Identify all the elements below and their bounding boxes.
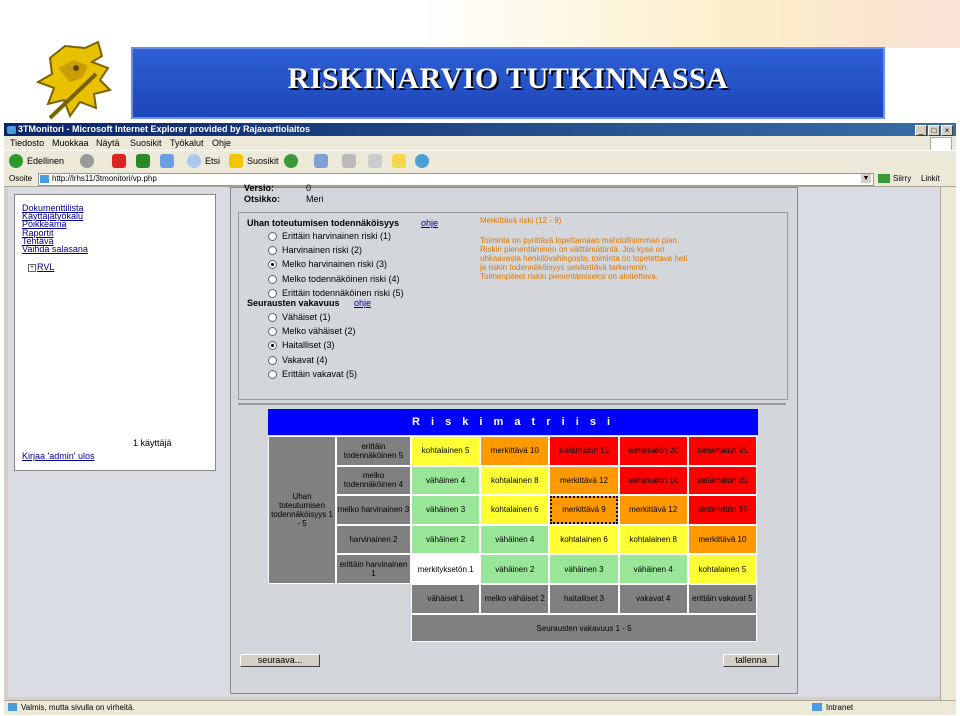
matrix-col-axis-label: Seurausten vakavuus 1 - 5: [411, 614, 757, 642]
history-icon[interactable]: [284, 154, 298, 168]
severity-heading: Seurausten vakavuus: [247, 298, 340, 308]
severity-radio[interactable]: [268, 313, 277, 322]
matrix-cell: sietämätön 16: [619, 466, 688, 496]
lion-emblem-logo: [30, 38, 120, 124]
address-dropdown-icon[interactable]: ▼: [862, 175, 870, 182]
nav-link-task[interactable]: Tehtävä: [22, 236, 54, 246]
matrix-row-label: erittäin harvinainen 1: [336, 554, 411, 584]
subject-label: Otsikko:: [244, 194, 281, 204]
go-button-label[interactable]: Siirry: [893, 174, 912, 183]
severity-radio[interactable]: [268, 370, 277, 379]
matrix-row-label: erittäin todennäköinen 5: [336, 436, 411, 466]
tree-expand-icon[interactable]: +: [28, 264, 36, 272]
matrix-row-label: melko harvinainen 3: [336, 495, 411, 525]
matrix-cell: kohtalainen 5: [411, 436, 480, 466]
address-url[interactable]: http://lrhs11/3tmonitori/vp.php: [52, 174, 157, 183]
matrix-cell: sietämätön 15: [688, 495, 757, 525]
severity-option-label: Vähäiset (1): [282, 312, 331, 322]
ie-icon: [7, 126, 16, 134]
matrix-cell: vähäinen 2: [411, 525, 480, 555]
intranet-zone-icon: [812, 703, 822, 711]
risk-description-line: Toimenpiteet riskin pienentämiseksi on aloitettava.: [480, 272, 658, 281]
likelihood-help-link[interactable]: ohje: [421, 218, 439, 228]
likelihood-radio[interactable]: [268, 232, 277, 241]
messenger-icon[interactable]: [415, 154, 429, 168]
nav-link-documents[interactable]: Dokumenttilista: [22, 203, 84, 213]
matrix-cell: vähäinen 4: [480, 525, 549, 555]
discuss-icon[interactable]: [392, 154, 406, 168]
mail-icon[interactable]: [314, 154, 328, 168]
likelihood-radio[interactable]: [268, 289, 277, 298]
matrix-col-label: melko vähäiset 2: [480, 584, 549, 614]
decorative-banner: [420, 0, 960, 48]
matrix-col-label: erittäin vakavat 5: [688, 584, 757, 614]
matrix-cell: merkityksetön 1: [411, 554, 480, 584]
risk-level-title: Merkittävä riski (12 - 9): [480, 216, 562, 225]
search-icon[interactable]: [187, 154, 201, 168]
matrix-row-label: harvinainen 2: [336, 525, 411, 555]
severity-help-link[interactable]: ohje: [354, 298, 372, 308]
severity-option-label: Melko vähäiset (2): [282, 326, 356, 337]
menu-edit[interactable]: Muokkaa: [52, 138, 89, 148]
risk-description-line: uhkaavasta henkilövahingosta, toiminta on lopetettava heti: [480, 254, 688, 263]
menu-favorites[interactable]: Suosikit: [130, 138, 162, 148]
minimize-button[interactable]: _: [915, 125, 927, 136]
version-value: 0: [306, 183, 312, 193]
matrix-cell: merkittävä 12: [619, 495, 688, 525]
edit-icon[interactable]: [368, 154, 382, 168]
matrix-col-label: vakavat 4: [619, 584, 688, 614]
risk-description-line: ja riskin todennäköisyys selvitettävä tarkemmin.: [480, 263, 649, 272]
next-button[interactable]: seuraava...: [240, 654, 320, 667]
logout-link[interactable]: Kirjaa 'admin' ulos: [22, 451, 95, 461]
likelihood-option-label: Erittäin harvinainen riski (1): [282, 231, 392, 241]
slide-title: RISKINARVIO TUTKINNASSA: [287, 62, 729, 95]
zone-label: Intranet: [826, 703, 854, 712]
nav-link-user-tools[interactable]: Käyttäjätyökalu: [22, 211, 84, 221]
address-input[interactable]: [38, 173, 874, 186]
page-icon: [40, 175, 49, 183]
matrix-cell: kohtalainen 6: [549, 525, 618, 555]
matrix-cell: kohtalainen 8: [619, 525, 688, 555]
matrix-row-axis-label: Uhan toteutumisen todennäköisyys 1 - 5: [268, 436, 336, 584]
windows-logo-icon: [930, 137, 952, 151]
risk-description-line: Riskin pienentäminen on välttämätöntä. Jos kyse on: [480, 245, 665, 254]
severity-option-label: Vakavat (4): [282, 354, 328, 365]
matrix-cell: vähäinen 3: [411, 495, 480, 525]
matrix-cell: sietämätön 25: [688, 436, 757, 466]
matrix-cell: kohtalainen 8: [480, 466, 549, 496]
matrix-cell: vähäinen 2: [480, 554, 549, 584]
matrix-cell: merkittävä 10: [688, 525, 757, 555]
back-arrow-icon[interactable]: [9, 154, 23, 168]
stop-icon[interactable]: [112, 154, 126, 168]
likelihood-option-label: Erittäin todennäköinen riski (5): [282, 287, 404, 298]
refresh-icon[interactable]: [136, 154, 150, 168]
menu-tools[interactable]: Työkalut: [170, 138, 204, 148]
matrix-cell: merkittävä 9: [549, 495, 618, 525]
subject-value: Meri: [306, 194, 324, 204]
matrix-cell: vähäinen 3: [549, 554, 618, 584]
window-title: 3TMonitori - Microsoft Internet Explorer provided by Rajavartiolaitos: [18, 124, 311, 134]
matrix-cell: sietämätön 20: [619, 436, 688, 466]
severity-radio[interactable]: [268, 356, 277, 365]
save-button[interactable]: tallenna: [723, 654, 779, 667]
maximize-button[interactable]: □: [928, 125, 940, 136]
matrix-cell: kohtalainen 6: [480, 495, 549, 525]
forward-arrow-icon[interactable]: [80, 154, 94, 168]
favorites-star-icon[interactable]: [229, 154, 243, 168]
matrix-row-label: melko todennäköinen 4: [336, 466, 411, 496]
risk-description-line: Toiminta on pyrittävä lopettamaan mahdollisimman pian.: [480, 236, 680, 245]
home-icon[interactable]: [160, 154, 174, 168]
risk-matrix-title: R i s k i m a t r i i s i: [268, 409, 758, 435]
back-button-label[interactable]: Edellinen: [27, 156, 65, 166]
print-icon[interactable]: [342, 154, 356, 168]
likelihood-option-label: Harvinainen riski (2): [282, 245, 363, 256]
matrix-cell: vähäinen 4: [411, 466, 480, 496]
search-button-label[interactable]: Etsi: [205, 156, 221, 166]
links-label[interactable]: Linkit: [921, 174, 940, 183]
vertical-scrollbar[interactable]: [940, 187, 956, 700]
likelihood-radio[interactable]: [268, 275, 277, 284]
nav-link-deviation[interactable]: Poikkeama: [22, 219, 67, 229]
menu-view[interactable]: Näytä: [96, 138, 120, 148]
close-button[interactable]: ×: [941, 125, 953, 136]
nav-link-reports[interactable]: Raportit: [22, 228, 54, 238]
tree-item-rvl[interactable]: RVL: [37, 262, 55, 272]
favorites-button-label[interactable]: Suosikit: [247, 156, 279, 166]
matrix-cell: kohtalainen 5: [688, 554, 757, 584]
matrix-cell: sietämätön 15: [549, 436, 618, 466]
address-label: Osoite: [9, 174, 33, 183]
menu-help[interactable]: Ohje: [212, 138, 232, 148]
matrix-cell: merkittävä 10: [480, 436, 549, 466]
status-warning-icon: [8, 703, 17, 711]
likelihood-option-label: Melko harvinainen riski (3): [282, 259, 388, 270]
matrix-col-label: vähäiset 1: [411, 584, 480, 614]
severity-option-label: Haitalliset (3): [282, 340, 335, 351]
version-label: Versio:: [244, 183, 275, 193]
menu-file[interactable]: Tiedosto: [10, 138, 45, 148]
severity-option-label: Erittäin vakavat (5): [282, 368, 358, 379]
status-text: Valmis, mutta sivulla on virheitä.: [21, 703, 135, 712]
user-count: 1 käyttäjä: [133, 438, 172, 448]
go-arrow-icon[interactable]: [878, 174, 890, 183]
matrix-cell: sietämätön 20: [688, 466, 757, 496]
matrix-cell: merkittävä 12: [549, 466, 618, 496]
matrix-cell: vähäinen 4: [619, 554, 688, 584]
likelihood-heading: Uhan toteutumisen todennäköisyys: [247, 218, 400, 228]
likelihood-option-label: Melko todennäköinen riski (4): [282, 273, 400, 284]
matrix-col-label: haitalliset 3: [549, 584, 618, 614]
nav-link-change-password[interactable]: Vaihda salasana: [22, 244, 88, 254]
